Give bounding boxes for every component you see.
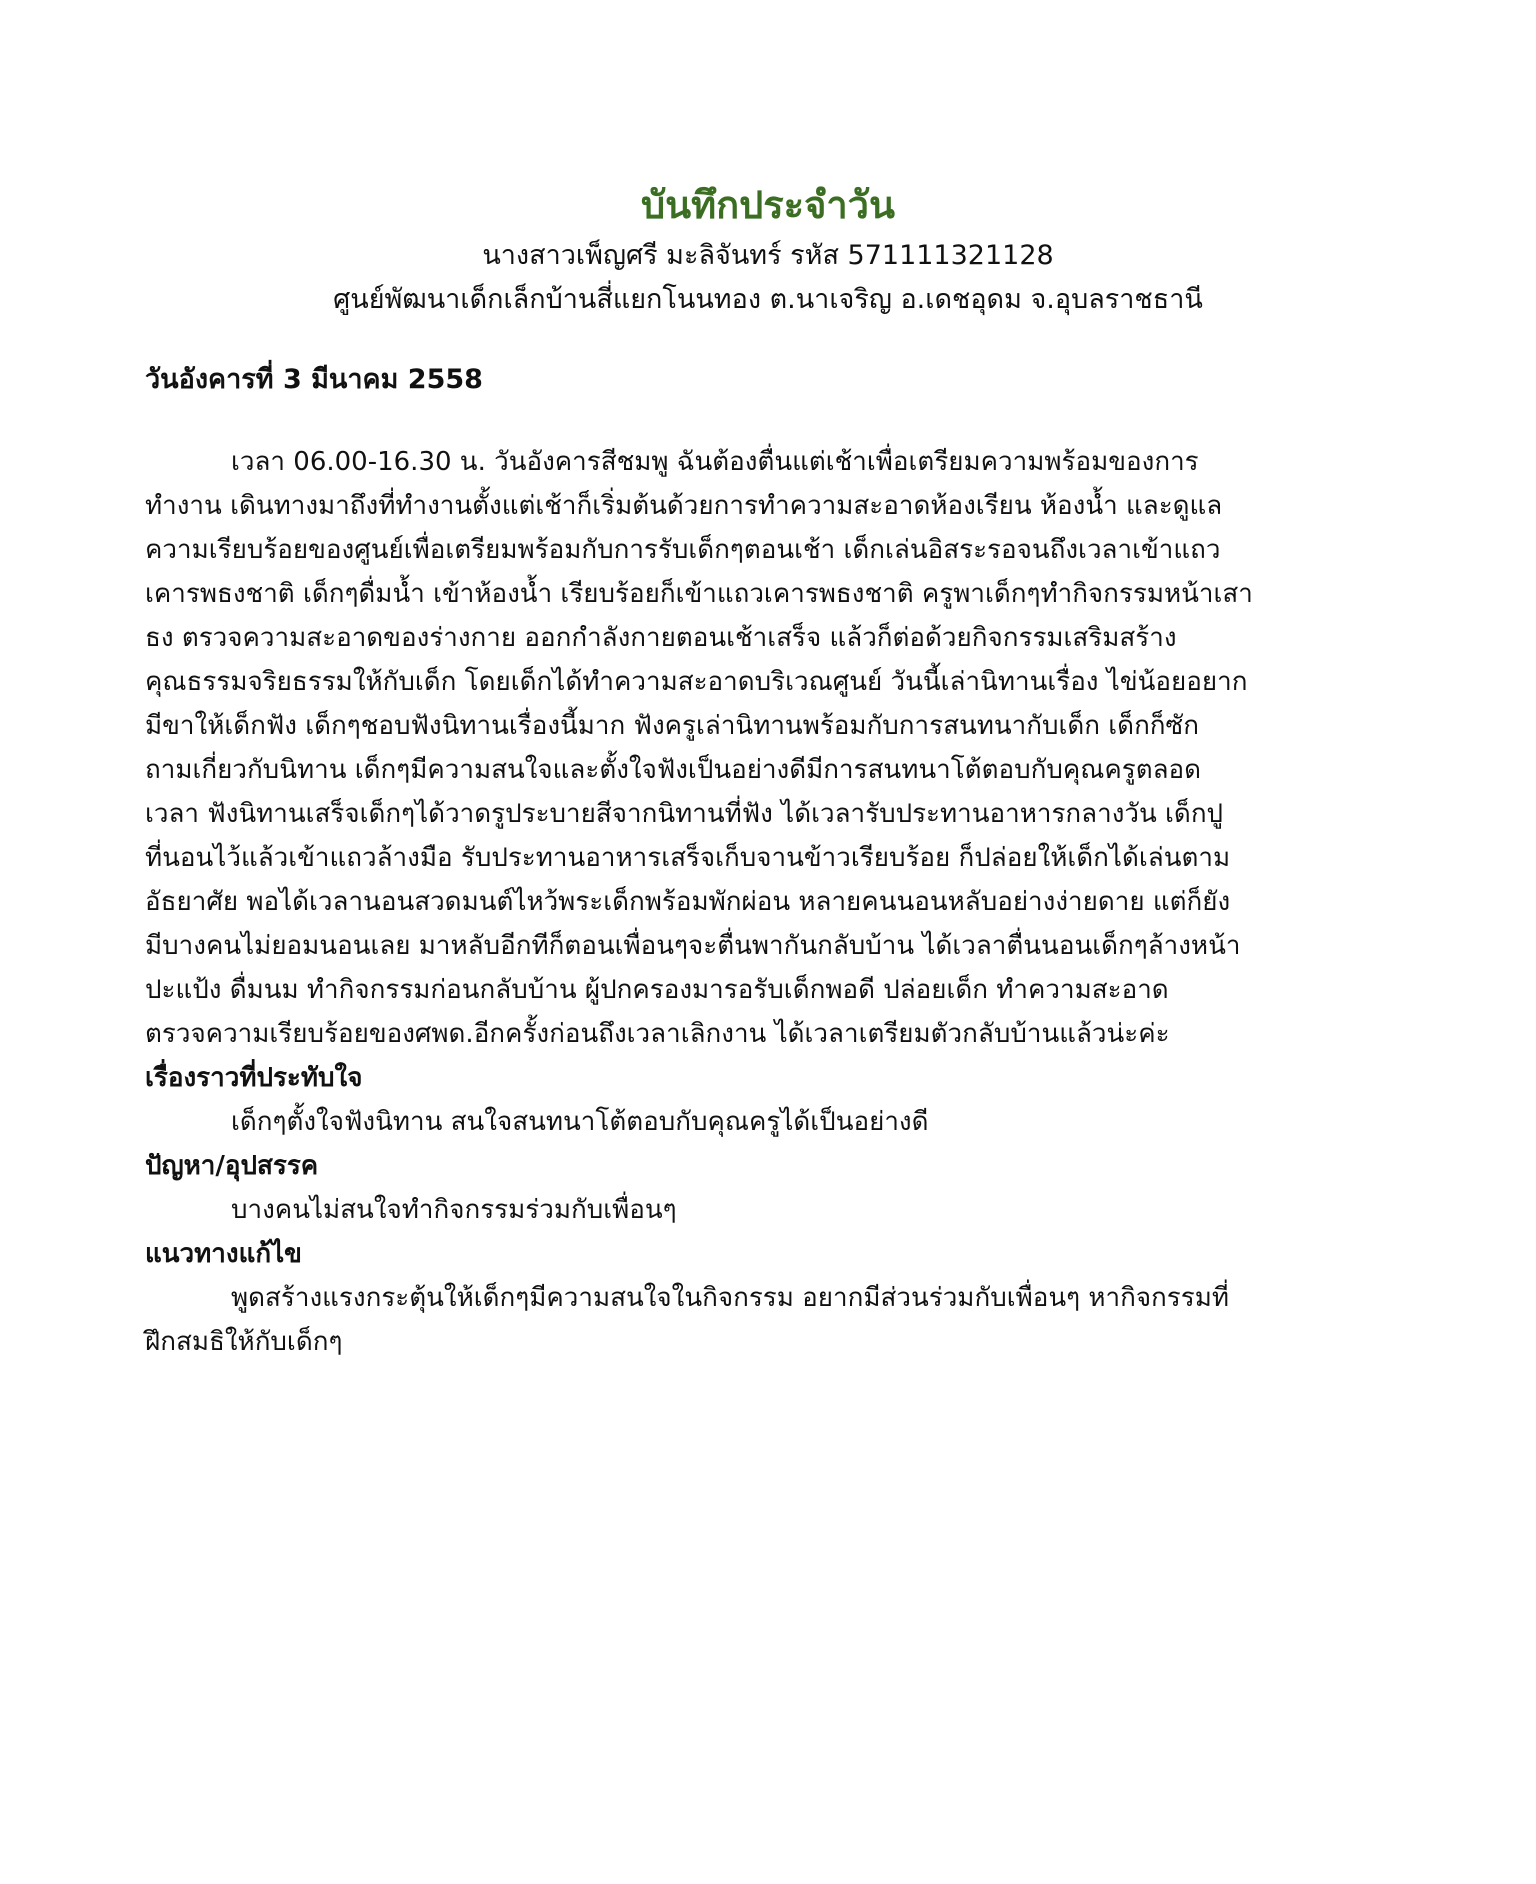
problem-text: บางคนไม่สนใจทำกิจกรรมร่วมกับเพื่อนๆ [231,1195,677,1225]
body-line: มีบางคนไม่ยอมนอนเลย มาหลับอีกทีก็ตอนเพื่อนๆจะตื่นพากันกลับบ้าน ได้เวลาตื่นนอนเด็กๆล้างหน้า [145,931,1241,961]
problem-heading: ปัญหา/อุปสรรค [145,1151,319,1181]
body-line: เวลา ฟังนิทานเสร็จเด็กๆได้วาดรูประบายสีจากนิทานที่ฟัง ได้เวลารับประทานอาหารกลางวัน เด็กปู [145,799,1224,829]
entry-date: วันอังคารที่ 3 มีนาคม 2558 [145,364,483,395]
body-line: ถามเกี่ยวกับนิทาน เด็กๆมีความสนใจและตั้งใจฟังเป็นอย่างดีมีการสนทนาโต้ตอบกับคุณครูตลอด [145,755,1202,785]
diary-body [145,440,1405,1364]
impressive-heading: เรื่องราวที่ประทับใจ [145,1063,363,1093]
body-line: ปะแป้ง ดื่มนม ทำกิจกรรมก่อนกลับบ้าน ผู้ปกครองมารอรับเด็กพอดี ปล่อยเด็ก ทำความสะอาด [145,975,1169,1005]
body-line: ทำงาน เดินทางมาถึงที่ทำงานตั้งแต่เช้าก็เริ่มต้นด้วยการทำความสะอาดห้องเรียน ห้องน้ำ และดูแล [145,491,1223,521]
body-line: เวลา 06.00-16.30 น. วันอังคารสีชมพู ฉันต้องตื่นแต่เช้าเพื่อเตรียมความพร้อมของการ [231,447,1199,477]
solution-line: พูดสร้างแรงกระตุ้นให้เด็กๆมีความสนใจในกิจกรรม อยากมีส่วนร่วมกับเพื่อนๆ หากิจกรรมที่ [231,1283,1230,1313]
body-line: มีขาให้เด็กฟัง เด็กๆชอบฟังนิทานเรื่องนี้มาก ฟังครูเล่านิทานพร้อมกับการสนทนากับเด็ก เด็กก็ซัก [145,711,1199,741]
page-title: บันทึกประจำวัน [640,183,895,227]
author-line: นางสาวเพ็ญศรี มะลิจันทร์ รหัส 571111321128 [482,240,1054,271]
solution-heading: แนวทางแก้ไข [145,1239,302,1269]
impressive-text: เด็กๆตั้งใจฟังนิทาน สนใจสนทนาโต้ตอบกับคุณครูได้เป็นอย่างดี [231,1107,929,1137]
body-line: ตรวจความเรียบร้อยของศพด.อีกครั้งก่อนถึงเวลาเลิกงาน ได้เวลาเตรียมตัวกลับบ้านแล้วน่ะค่ะ [145,1019,1170,1049]
body-line: ความเรียบร้อยของศูนย์เพื่อเตรียมพร้อมกับการรับเด็กๆตอนเช้า เด็กเล่นอิสระรอจนถึงเวลาเข้าแถว [145,535,1221,565]
body-line: เคารพธงชาติ เด็กๆดื่มน้ำ เข้าห้องน้ำ เรียบร้อยก็เข้าแถวเคารพธงชาติ ครูพาเด็กๆทำกิจกรรมหน้าเสา [145,579,1253,609]
location-line: ศูนย์พัฒนาเด็กเล็กบ้านสี่แยกโนนทอง ต.นาเจริญ อ.เดชอุดม จ.อุบลราชธานี [333,284,1203,315]
body-line: ธง ตรวจความสะอาดของร่างกาย ออกกำลังกายตอนเช้าเสร็จ แล้วก็ต่อด้วยกิจกรรมเสริมสร้าง [145,623,1177,653]
body-line: ที่นอนไว้แล้วเข้าแถวล้างมือ รับประทานอาหารเสร็จเก็บจานข้าวเรียบร้อย ก็ปล่อยให้เด็กได้เล่นตาม [145,843,1231,873]
body-line: อัธยาศัย พอได้เวลานอนสวดมนต์ไหว้พระเด็กพร้อมพักผ่อน หลายคนนอนหลับอย่างง่ายดาย แต่ก็ยัง [145,887,1231,917]
body-line: คุณธรรมจริยธรรมให้กับเด็ก โดยเด็กได้ทำความสะอาดบริเวณศูนย์ วันนี้เล่านิทานเรื่อง ไข่น้อยอยาก [145,667,1248,697]
solution-line: ฝึกสมธิให้กับเด็กๆ [145,1327,343,1357]
